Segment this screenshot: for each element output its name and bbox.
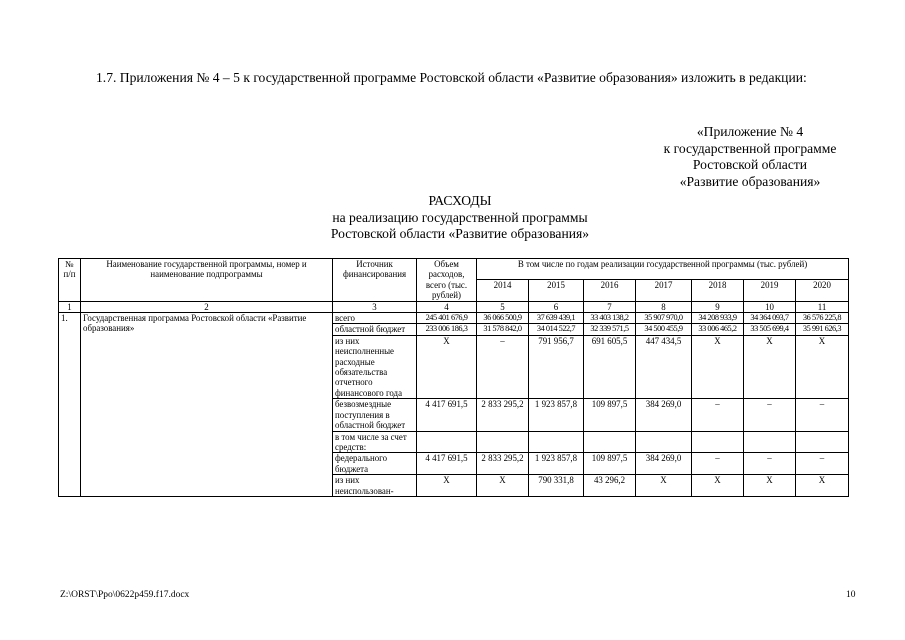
funding-source: из них неисполненные расходные обязательства отчетного финансового года bbox=[333, 335, 417, 398]
title-line: на реализацию государственной программы bbox=[332, 209, 588, 225]
year-value: 37 639 439,1 bbox=[529, 313, 584, 324]
header-year: 2015 bbox=[529, 280, 584, 301]
year-value: Х bbox=[636, 475, 692, 497]
program-name: Государственная программа Ростовской области «Развитие образования» bbox=[81, 313, 333, 497]
header-year: 2018 bbox=[692, 280, 744, 301]
year-value: 31 578 842,0 bbox=[477, 324, 529, 335]
funding-source: федерального бюджета bbox=[333, 453, 417, 475]
year-value: 34 500 455,9 bbox=[636, 324, 692, 335]
funding-source: всего bbox=[333, 313, 417, 324]
year-value bbox=[744, 431, 796, 453]
year-value: 384 269,0 bbox=[636, 453, 692, 475]
header-year: 2020 bbox=[796, 280, 849, 301]
year-value: 447 434,5 bbox=[636, 335, 692, 398]
header-num: № п/п bbox=[59, 259, 81, 302]
title-line: Ростовской области «Развитие образования» bbox=[330, 226, 590, 241]
year-value: Х bbox=[796, 475, 849, 497]
year-value: 33 505 699,4 bbox=[744, 324, 796, 335]
year-value: 109 897,5 bbox=[584, 453, 636, 475]
header-total: Объем расходов, всего (тыс. рублей) bbox=[417, 259, 477, 302]
year-value: – bbox=[796, 453, 849, 475]
total-value: Х bbox=[417, 475, 477, 497]
year-value: – bbox=[796, 399, 849, 431]
total-value: 245 401 676,9 bbox=[417, 313, 477, 324]
year-value: 384 269,0 bbox=[636, 399, 692, 431]
year-value: 34 014 522,7 bbox=[529, 324, 584, 335]
year-value: 34 208 933,9 bbox=[692, 313, 744, 324]
program-number: 1. bbox=[59, 313, 81, 497]
expenditures-table bbox=[58, 258, 849, 497]
year-value: 33 006 465,2 bbox=[692, 324, 744, 335]
year-value: Х bbox=[692, 475, 744, 497]
year-value: 35 907 970,0 bbox=[636, 313, 692, 324]
year-value: 691 605,5 bbox=[584, 335, 636, 398]
appendix-line: Ростовской области bbox=[692, 157, 808, 172]
column-number: 2 bbox=[81, 301, 333, 312]
total-value bbox=[417, 431, 477, 453]
column-number: 9 bbox=[692, 301, 744, 312]
year-value: 34 364 093,7 bbox=[744, 313, 796, 324]
column-number: 3 bbox=[333, 301, 417, 312]
appendix-caption bbox=[630, 124, 870, 190]
funding-source: в том числе за счет средств: bbox=[333, 431, 417, 453]
funding-source: безвозмездные поступления в областной бюджет bbox=[333, 399, 417, 431]
year-value: 35 991 626,3 bbox=[796, 324, 849, 335]
year-value: – bbox=[744, 453, 796, 475]
year-value: – bbox=[744, 399, 796, 431]
column-number: 10 bbox=[744, 301, 796, 312]
year-value: 1 923 857,8 bbox=[529, 453, 584, 475]
year-value: – bbox=[692, 399, 744, 431]
intro-paragraph: 1.7. Приложения № 4 – 5 к государственной программе Ростовской области «Развитие образования» изложить в редакции: bbox=[96, 70, 807, 85]
year-value: Х bbox=[477, 475, 529, 497]
year-value bbox=[529, 431, 584, 453]
title-line: РАСХОДЫ bbox=[428, 193, 492, 208]
year-value: 43 296,2 bbox=[584, 475, 636, 497]
column-number-row bbox=[59, 301, 849, 312]
total-value: 4 417 691,5 bbox=[417, 453, 477, 475]
column-number: 7 bbox=[584, 301, 636, 312]
column-number: 1 bbox=[59, 301, 81, 312]
funding-source: из них неиспользован- bbox=[333, 475, 417, 497]
year-value: 2 833 295,2 bbox=[477, 399, 529, 431]
year-value: 36 066 500,9 bbox=[477, 313, 529, 324]
year-value bbox=[584, 431, 636, 453]
header-source: Источник финансирования bbox=[333, 259, 417, 302]
year-value bbox=[692, 431, 744, 453]
year-value: 790 331,8 bbox=[529, 475, 584, 497]
year-value: 36 576 225,8 bbox=[796, 313, 849, 324]
total-value: 233 006 186,3 bbox=[417, 324, 477, 335]
column-number: 11 bbox=[796, 301, 849, 312]
year-value: 1 923 857,8 bbox=[529, 399, 584, 431]
year-value: 109 897,5 bbox=[584, 399, 636, 431]
year-value bbox=[477, 431, 529, 453]
column-number: 6 bbox=[529, 301, 584, 312]
header-years-group: В том числе по годам реализации государственной программы (тыс. рублей) bbox=[477, 259, 849, 280]
year-value: Х bbox=[744, 335, 796, 398]
total-value: 4 417 691,5 bbox=[417, 399, 477, 431]
year-value: 791 956,7 bbox=[529, 335, 584, 398]
year-value: – bbox=[477, 335, 529, 398]
year-value: Х bbox=[692, 335, 744, 398]
year-value: 33 403 138,2 bbox=[584, 313, 636, 324]
year-value: 32 339 571,5 bbox=[584, 324, 636, 335]
header-year: 2016 bbox=[584, 280, 636, 301]
header-name: Наименование государственной программы, номер и наименование подпрограммы bbox=[81, 259, 333, 302]
table-body bbox=[59, 313, 849, 497]
year-value: 2 833 295,2 bbox=[477, 453, 529, 475]
column-number: 4 bbox=[417, 301, 477, 312]
appendix-line: «Приложение № 4 bbox=[696, 124, 804, 139]
column-number: 8 bbox=[636, 301, 692, 312]
table-header bbox=[59, 259, 849, 313]
table-row bbox=[59, 313, 849, 324]
appendix-line: «Развитие образования» bbox=[679, 173, 821, 189]
document-title bbox=[250, 193, 670, 243]
footer-file-path: Z:\ORST\Ppo\0622p459.f17.docx bbox=[60, 590, 190, 600]
header-year: 2017 bbox=[636, 280, 692, 301]
header-year: 2019 bbox=[744, 280, 796, 301]
year-value bbox=[636, 431, 692, 453]
column-number: 5 bbox=[477, 301, 529, 312]
footer-page-number: 10 bbox=[846, 590, 856, 600]
year-value bbox=[796, 431, 849, 453]
total-value: Х bbox=[417, 335, 477, 398]
header-year: 2014 bbox=[477, 280, 529, 301]
year-value: Х bbox=[744, 475, 796, 497]
year-value: – bbox=[692, 453, 744, 475]
year-value: Х bbox=[796, 335, 849, 398]
appendix-line: к государственной программе bbox=[663, 140, 837, 156]
funding-source: областной бюджет bbox=[333, 324, 417, 335]
